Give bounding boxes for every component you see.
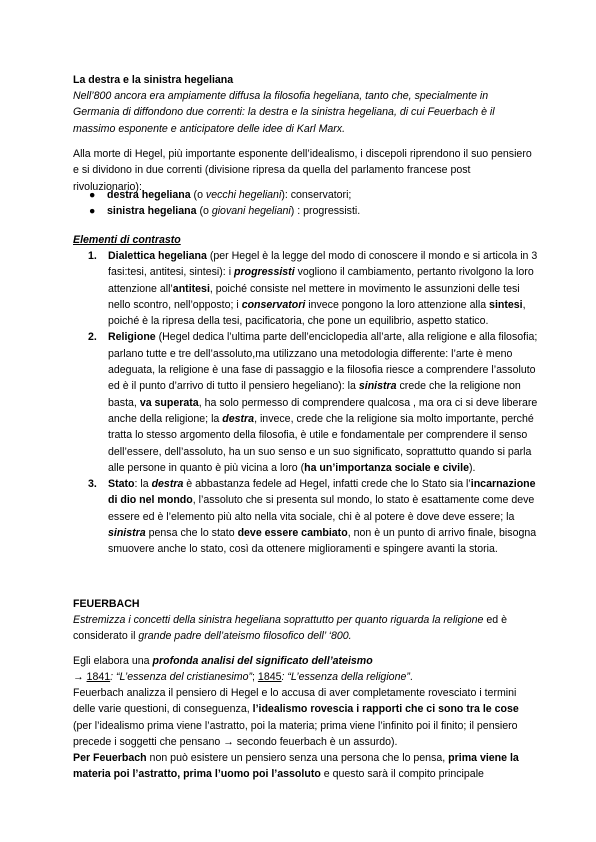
feuerbach-intro: Estremizza i concetti della sinistra hegeliana soprattutto per quanto riguarda la religione ed è considerato il grande padre dell’ateismo filosofico dell’ ‘800. [73,614,508,643]
paragraph-analysis: Feuerbach analizza il pensiero di Hegel e lo accusa di aver completamente rovesciato i termini delle varie questioni, di conseguenza, l’idealismo rovescia i rapporti che ci sono tra le cose (per l’idealismo prima viene l’astratto, poi la materia; prima viene l’infinito poi il finito; il pensiero precede i soggetti che pensano → secondo feuerbach è un assurdo). [73,687,519,748]
bullet-dot: ● [89,205,96,218]
item-number: 3. [88,478,97,491]
bullet-item-sinistra: ● sinistra hegeliana (o giovani hegeliani) : progressisti. [73,203,533,219]
section-subtitle: Elementi di contrasto [73,234,181,246]
section-title-feuerbach: FEUERBACH [73,598,140,610]
paragraph-materia: Per Feuerbach non può esistere un pensiero senza una persona che lo pensa, prima viene la materia poi l’astratto, prima l’uomo poi l’assoluto e questo sarà il compito principale [73,752,519,781]
bullet-item-destra: ● destra hegeliana (o vecchi hegeliani): conservatori; [73,187,533,203]
bullet-dot: ● [89,189,96,201]
works-line: → 1841: “L’essenza del cristianesimo”; 1845: “L’essenza della religione”. [73,671,413,683]
list-item-dialettica: 1. Dialettica hegeliana (per Hegel è la legge del modo di conoscere il mondo e si articola in 3 fasi:tesi, antitesi, sintesi): i progressisti vogliono il cambiamento, pertanto rivolgono la loro attenzione all’antitesi, poiché consiste nel mettere in movimento le assunzioni delle tesi nello scontro, nell’opposto; i conservatori invece pongono la loro attenzione alla sintesi, poiché è la ripresa della tesi, pacificatoria, che pone un equilibrio, aspetto statico. [88,250,538,328]
bullet-list [73,187,533,220]
section-title: La destra e la sinistra hegeliana [73,74,234,86]
list-item-stato: 3. Stato: la destra è abbastanza fedele ad Hegel, infatti crede che lo Stato sia l’incarnazione di dio nel mondo, l’assoluto che si presenta sul mondo, lo stato è esattamente come deve essere ed è l’elemento più alto nella vita sociale, chi è al potere è dove deve essere; la sinistra pensa che lo stato deve essere cambiato, non è un punto di arrivo finale, bisogna smuovere anche lo stato, così da ottenere miglioramenti e spingere avanti la storia. [88,478,537,556]
analysis-line: Egli elabora una profonda analisi del significato dell’ateismo [73,655,373,667]
list-item-religione: 2. Religione (Hegel dedica l’ultima parte dell’enciclopedia all’arte, alla religione e alla filosofia; parlano tutte e tre dell’assoluto,ma utilizzano una metodologia differente: l’arte è meno adeguata, la religione è una fase di passaggio e la filosofia riesce a comprendere l’assoluto ed è il punto d’arrivo di tutto il pensiero hegeliano): la sinistra crede che la religione non basta, va superata, ha solo permesso di comprendere qualcosa , ma ora ci si deve liberare anche della religione; la destra, invece, crede che la religione sia molto importante, perché tratta lo stesso argomento della filosofia, è utile e fondamentale per comprendere il senso dell’essere, dell’assoluto, ha un suo senso e un suo significato, soprattutto quando si parla alle persone in quanto è più vicina a loro (ha un’importanza sociale e civile). [88,331,538,474]
numbered-list [73,248,543,558]
item-number: 1. [88,250,97,262]
item-number: 2. [88,331,97,344]
paragraph-hegel-death: Alla morte di Hegel, più importante esponente dell’idealismo, i discepoli riprendono il suo pensiero e si dividono in due correnti (divisione ripresa da quella del parlamento francese post rivoluzionario): [73,148,532,193]
section-intro: Nell’800 ancora era ampiamente diffusa la filosofia hegeliana, tanto che, specialmente in Germania di diffondono due correnti: la destra e la sinistra hegeliana, di cui Feuerbach è il massimo esponente e anticipatore delle idee di Karl Marx. [73,90,495,135]
